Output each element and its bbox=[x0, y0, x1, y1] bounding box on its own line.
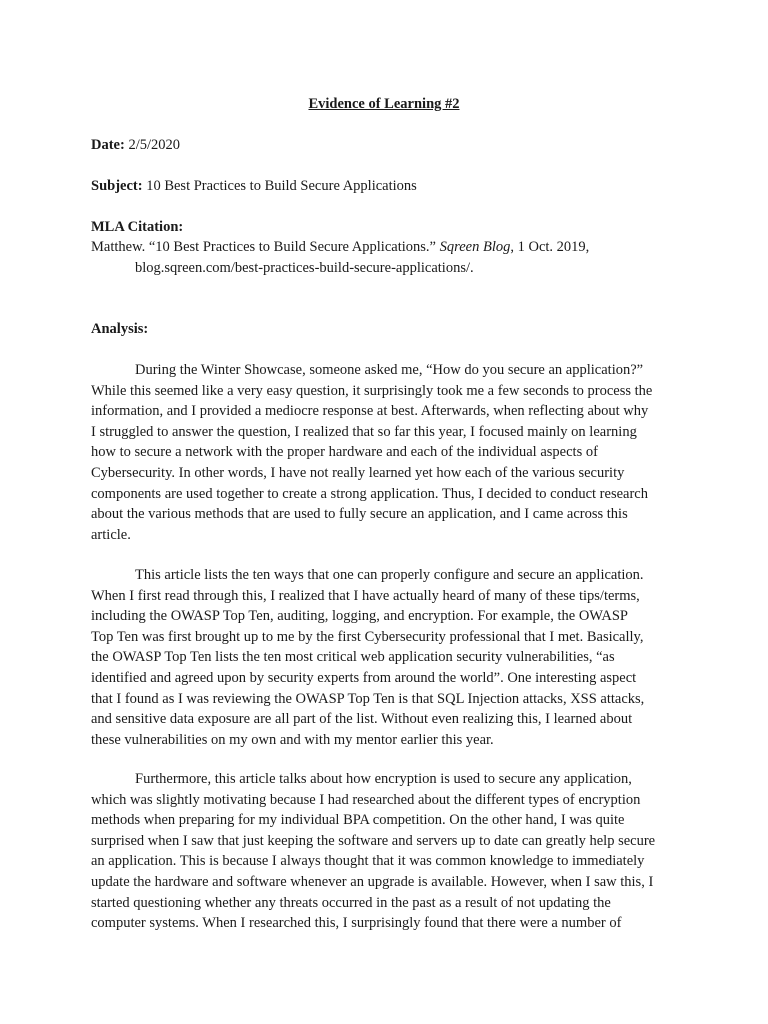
mla-citation-label: MLA Citation: bbox=[91, 219, 184, 235]
paragraph-line: When I first read through this, I realized that I have actually heard of many of these tips/terms, bbox=[91, 587, 640, 604]
paragraph-line: While this seemed like a very easy question, it surprisingly took me a few seconds to process the bbox=[91, 382, 653, 399]
analysis-label: Analysis: bbox=[91, 321, 149, 337]
document-title: Evidence of Learning #2 bbox=[308, 96, 460, 112]
subject-value: 10 Best Practices to Build Secure Applications bbox=[146, 178, 417, 194]
paragraph-line: During the Winter Showcase, someone asked me, “How do you secure an application?” bbox=[135, 362, 644, 378]
date-field bbox=[91, 135, 180, 155]
paragraph-line: these vulnerabilities on my own and with my mentor earlier this year. bbox=[91, 731, 494, 748]
paragraph-line: Top Ten was first brought up to me by the first Cybersecurity professional that I met. Basically, bbox=[91, 628, 644, 645]
subject-field bbox=[91, 176, 417, 196]
citation-date: , 1 Oct. 2019, bbox=[510, 239, 590, 255]
paragraph-line: I struggled to answer the question, I realized that so far this year, I focused mainly on learning bbox=[91, 423, 637, 440]
paragraph-line: including the OWASP Top Ten, auditing, logging, and encryption. For example, the OWASP bbox=[91, 608, 628, 625]
paragraph-line: information, and I provided a mediocre response at best. Afterwards, when reflecting about why bbox=[91, 403, 649, 420]
paragraph-line: update the hardware and software whenever an upgrade is available. However, when I saw this, I bbox=[91, 873, 654, 890]
paragraph-line: an application. This is because I always thought that it was common knowledge to immediately bbox=[91, 853, 645, 870]
date-value: 2/5/2020 bbox=[128, 137, 181, 153]
paragraph-line: Cybersecurity. In other words, I have not really learned yet how each of the various security bbox=[91, 464, 625, 481]
paragraph-2 bbox=[91, 565, 675, 750]
paragraph-1 bbox=[91, 360, 675, 545]
paragraph-line: surprised when I saw that just keeping the software and servers up to date can greatly help secure bbox=[91, 832, 656, 849]
paragraph-line: article. bbox=[91, 526, 131, 543]
citation-source: Sqreen Blog bbox=[439, 239, 511, 255]
paragraph-line: computer systems. When I researched this, I surprisingly found that there were a number of bbox=[91, 915, 622, 932]
citation-author-title: Matthew. “10 Best Practices to Build Secure Applications.” bbox=[91, 239, 440, 255]
date-label: Date: bbox=[91, 137, 125, 153]
paragraph-line: about the various methods that are used to fully secure an application, and I came across this bbox=[91, 506, 628, 523]
paragraph-line: how to secure a network with the proper hardware and each of the individual aspects of bbox=[91, 444, 598, 461]
paragraph-line: that I found as I was reviewing the OWASP Top Ten is that SQL Injection attacks, XSS attacks, bbox=[91, 690, 645, 707]
paragraph-line: and sensitive data exposure are all part of the list. Without even realizing this, I learned about bbox=[91, 711, 633, 728]
paragraph-line: the OWASP Top Ten lists the ten most critical web application security vulnerabilities, “as bbox=[91, 649, 615, 666]
citation-url: blog.sqreen.com/best-practices-build-secure-applications/. bbox=[135, 259, 474, 276]
paragraph-line: Furthermore, this article talks about how encryption is used to secure any application, bbox=[135, 771, 632, 787]
paragraph-line: identified and agreed upon by security experts from around the world”. One interesting aspect bbox=[91, 669, 637, 686]
paragraph-line: started questioning whether any threats occurred in the past as a result of not updating the bbox=[91, 894, 611, 911]
paragraph-line: which was slightly motivating because I had researched about the different types of encryption bbox=[91, 791, 641, 808]
paragraph-line: This article lists the ten ways that one can properly configure and secure an application. bbox=[135, 567, 644, 583]
subject-label: Subject: bbox=[91, 178, 143, 194]
paragraph-3 bbox=[91, 769, 675, 934]
paragraph-line: components are used together to create a strong application. Thus, I decided to conduct research bbox=[91, 485, 648, 502]
paragraph-line: methods when preparing for my individual BPA competition. On the other hand, I was quite bbox=[91, 812, 625, 829]
mla-citation bbox=[91, 237, 691, 278]
